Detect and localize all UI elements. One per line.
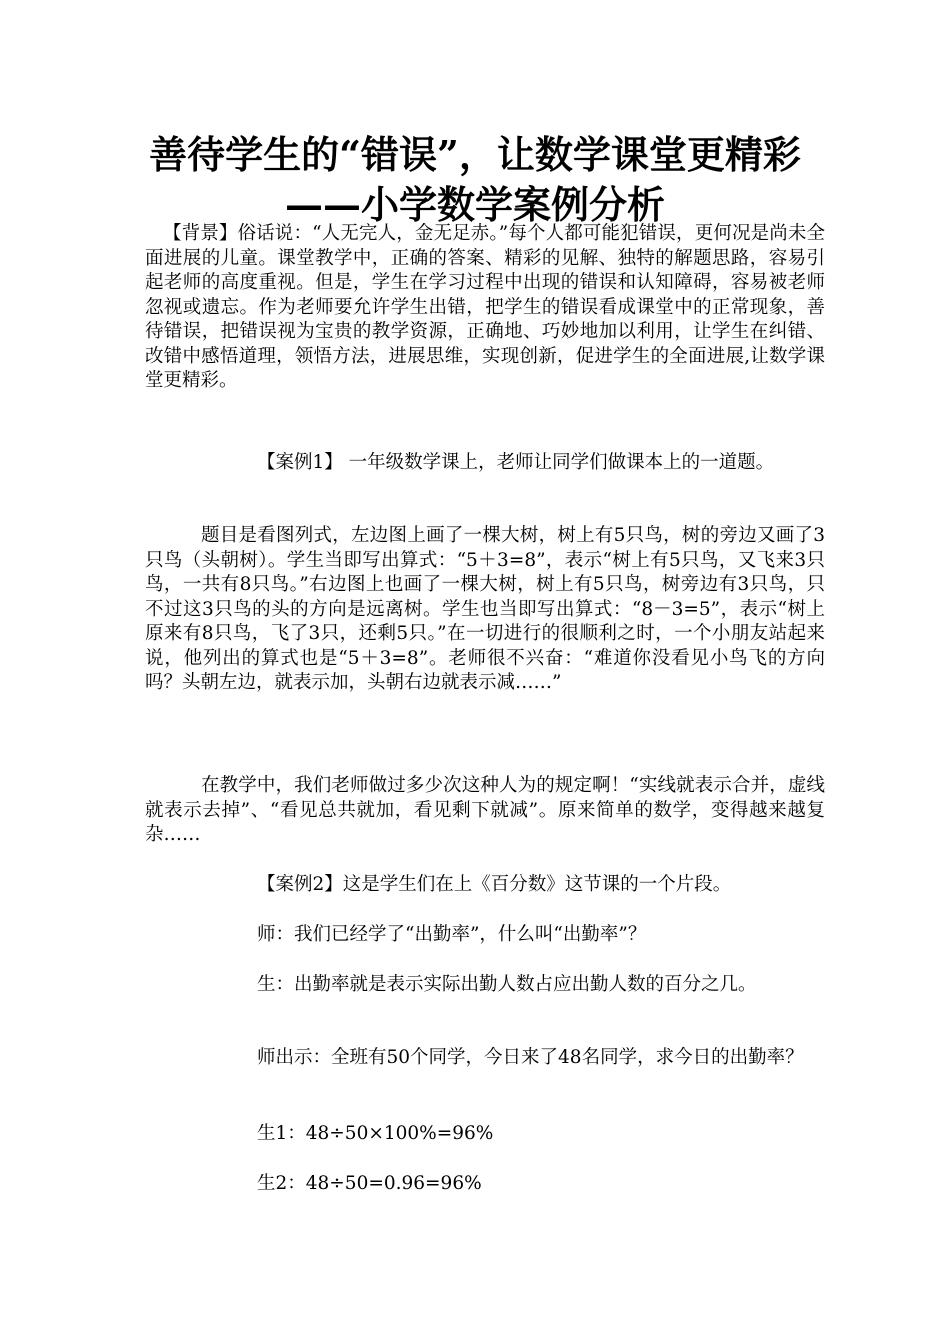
document-title: 善待学生的“错误”，让数学课堂更精彩——小学数学案例分析 (149, 132, 801, 227)
teacher-question-paragraph: 师：我们已经学了“出勤率”，什么叫“出勤率”？ (257, 924, 647, 945)
case2-intro-paragraph: 【案例2】这是学生们在上《百分数》这节课的一个片段。 (257, 874, 732, 895)
teaching-reflection-paragraph: 在教学中，我们老师做过多少次这种人为的规定啊！“实线就表示合并，虚线就表示去掉”、“看见总共就加，看见剩下就减”。原来简单的数学，变得越来越复杂…… (145, 775, 825, 845)
student1-solution: 生1：48÷50×100%=96% (257, 1123, 494, 1144)
background-paragraph: 【背景】俗话说：“人无完人，金无足赤。”每个人都可能犯错误，更何况是尚未全面进展的儿童。课堂教学中，正确的答案、精彩的见解、独特的解题思路，容易引起老师的高度重视。但是，学生在学习过程中出现的错误和认知障碍，容易被老师忽视或遗忘。作为老师要允许学生出错，把学生的错误看成课堂中的正常现象，善待错误，把错误视为宝贵的教学资源，正确地、巧妙地加以利用，让学生在纠错、改错中感悟道理，领悟方法，进展思维，实现创新，促进学生的全面进展,让数学课堂更精彩。 (145, 223, 825, 391)
student-answer-paragraph: 生：出勤率就是表示实际出勤人数占应出勤人数的百分之几。 (257, 974, 757, 995)
student2-solution: 生2：48÷50=0.96=96% (257, 1173, 482, 1194)
case1-problem-paragraph: 题目是看图列式，左边图上画了一棵大树，树上有5只鸟，树的旁边又画了3只鸟（头朝树）。学生当即写出算式：“5＋3=8”，表示“树上有5只鸟，又飞来3只鸟，一共有8只鸟。”右边图上也画了一棵大树，树上有5只鸟，树旁边有3只鸟，只不过这3只鸟的头的方向是远离树。学生也当即写出算式：“8－3=5”，表示“树上原来有8只鸟，飞了3只，还剩5只。”在一切进行的很顺利之时，一个小朋友站起来说，他列出的算式也是“5＋3=8”。老师很不兴奋：“难道你没看见小鸟飞的方向吗？头朝左边，就表示加，头朝右边就表示减……” (145, 525, 825, 693)
teacher-problem-paragraph: 师出示：全班有50个同学，今日来了48名同学，求今日的出勤率？ (257, 1047, 804, 1068)
case1-intro-paragraph: 【案例1】 一年级数学课上，老师让同学们做课本上的一道题。 (257, 452, 775, 473)
